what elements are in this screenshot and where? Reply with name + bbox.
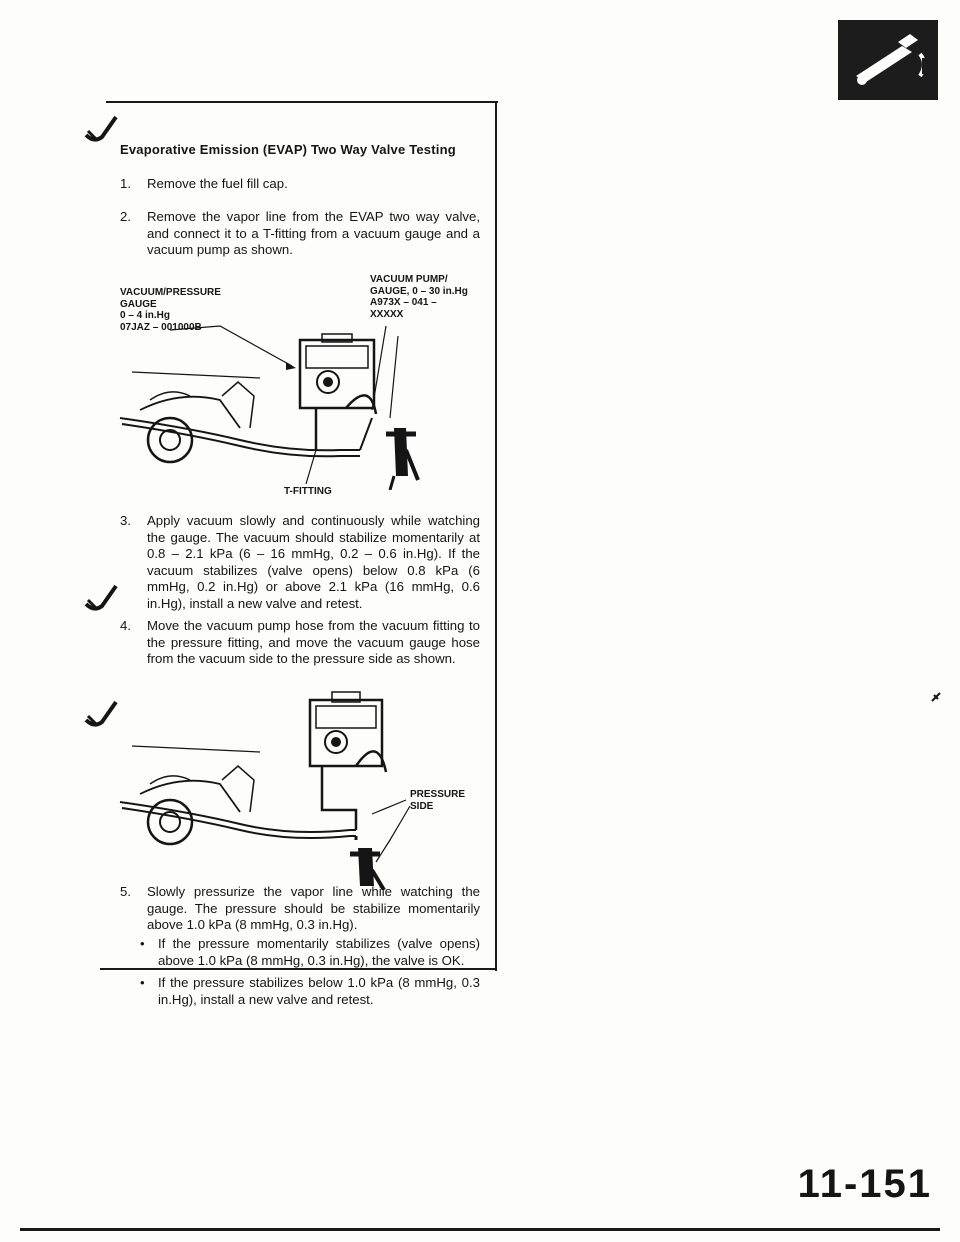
bullet-mark: • bbox=[140, 975, 145, 991]
gauge-callout: VACUUM/PRESSURE GAUGE 0 – 4 in.Hg 07JAZ – 001000B bbox=[120, 287, 221, 333]
step-number: 2. bbox=[120, 209, 131, 224]
t-fitting-callout: T-FITTING bbox=[284, 486, 332, 497]
step-number: 3. bbox=[120, 513, 131, 528]
list-item bbox=[140, 936, 480, 969]
footer-rule bbox=[20, 1228, 940, 1231]
step-2 bbox=[120, 209, 480, 259]
check-mark-icon bbox=[84, 582, 118, 619]
step-number: 1. bbox=[120, 176, 131, 191]
list-item bbox=[140, 975, 480, 1008]
step-4 bbox=[120, 618, 480, 668]
step-1 bbox=[120, 176, 480, 193]
result-bullets bbox=[140, 936, 480, 1014]
top-rule bbox=[106, 101, 498, 103]
margin-mark bbox=[930, 690, 942, 702]
pump-callout: VACUUM PUMP/ GAUGE, 0 – 30 in.Hg A973X – 041 – XXXXX bbox=[370, 274, 468, 320]
pressure-side-callout: PRESSURE SIDE bbox=[410, 789, 466, 812]
right-rule bbox=[495, 101, 497, 971]
step-text: Apply vacuum slowly and continuously while watching the gauge. The vacuum should stabilize momentarily at 0.8 – 2.1 kPa (6 – 16 mmHg, 0.2 – 0.6 in.Hg). If the vacuum stabilizes (valve opens) below 0.8 kPa (6 mmHg, 0.2 in.Hg) or above 2.1 kPa (16 mmHg, 0.6 in.Hg), install a new valve and retest. bbox=[147, 513, 480, 611]
bullet-mark: • bbox=[140, 936, 145, 951]
step-text: Slowly pressurize the vapor line while watching the gauge. The pressure should be stabilize momentarily above 1.0 kPa (8 mmHg, 0.3 in.Hg). bbox=[147, 884, 480, 933]
section-tab-icon bbox=[838, 20, 938, 100]
step-number: 5. bbox=[120, 884, 131, 899]
bullet-text: If the pressure momentarily stabilizes (valve opens) above 1.0 kPa (8 mmHg, 0.3 in.Hg), the valve is OK. bbox=[158, 936, 480, 968]
section-title: Evaporative Emission (EVAP) Two Way Valve Testing bbox=[120, 142, 456, 157]
step-text: Remove the vapor line from the EVAP two way valve, and connect it to a T-fitting from a vacuum gauge and a vacuum pump as shown. bbox=[147, 209, 480, 258]
pressure-test-illustration bbox=[110, 690, 490, 890]
bullet-text: If the pressure stabilizes below 1.0 kPa (8 mmHg, 0.3 in.Hg), install a new valve and retest. bbox=[158, 975, 480, 1007]
check-mark-icon bbox=[84, 113, 118, 150]
step-text: Move the vacuum pump hose from the vacuum fitting to the pressure fitting, and move the vacuum gauge hose from the vacuum side to the pressure side as shown. bbox=[147, 618, 480, 667]
step-5 bbox=[120, 884, 480, 934]
page-number: 11-151 bbox=[797, 1162, 932, 1206]
step-number: 4. bbox=[120, 618, 131, 633]
step-3 bbox=[120, 513, 480, 613]
step-text: Remove the fuel fill cap. bbox=[147, 176, 288, 191]
vacuum-test-illustration bbox=[110, 300, 490, 490]
